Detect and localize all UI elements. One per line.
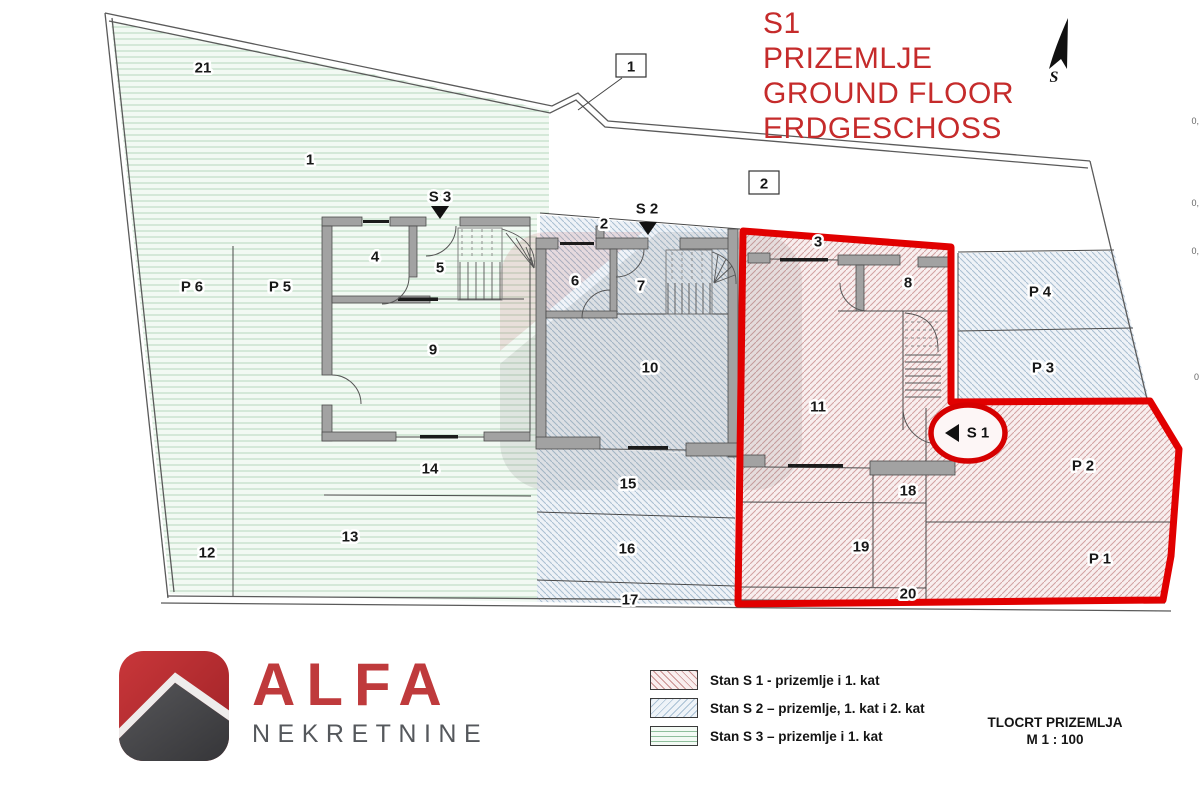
legend-swatch-s2 — [650, 698, 698, 718]
north-arrow-icon — [1049, 18, 1068, 86]
plan-label-3: 3 — [813, 233, 823, 251]
drawing-title — [763, 6, 1014, 146]
plan-label-5: 5 — [435, 259, 445, 277]
plan-label-10: 10 — [641, 359, 659, 377]
plan-label-p2: P 2 — [1071, 457, 1095, 475]
legend-label-s1: Stan S 1 - prizemlje i 1. kat — [710, 672, 880, 688]
title-line: PRIZEMLJE — [763, 42, 933, 75]
plan-label-14: 14 — [421, 460, 439, 478]
plan-label-9: 9 — [428, 341, 438, 359]
alfa-logo-text — [252, 650, 488, 749]
plan-label-18: 18 — [899, 482, 917, 500]
plan-label-p6: P 6 — [180, 278, 204, 296]
logo-name: ALFA — [252, 651, 453, 718]
plan-label-20: 20 — [899, 585, 917, 603]
title-line: S1 — [763, 7, 801, 40]
plan-label-16: 16 — [618, 540, 636, 558]
plan-label-17: 17 — [621, 591, 639, 609]
title-line: GROUND FLOOR — [763, 77, 1015, 110]
plan-label-12: 12 — [198, 544, 216, 562]
plan-label-13: 13 — [341, 528, 359, 546]
legend-item-s3 — [650, 725, 925, 747]
alfa-logo — [118, 650, 488, 762]
plan-label-s3: S 3 — [428, 188, 452, 206]
plan-label-s2: S 2 — [635, 200, 659, 218]
plan-label-p4: P 4 — [1028, 283, 1052, 301]
parcel-ref-label-2: 2 — [759, 175, 769, 193]
legend-label-s2: Stan S 2 – prizemlje, 1. kat i 2. kat — [710, 700, 925, 716]
plan-label-8: 8 — [903, 274, 913, 292]
legend-item-s2 — [650, 697, 925, 719]
edge-dimension-mark-2: 0, — [1191, 246, 1199, 256]
logo-subtitle: NEKRETNINE — [252, 720, 489, 748]
plan-label-15: 15 — [619, 475, 637, 493]
plan-label-6: 6 — [570, 272, 580, 290]
parcel-ref-label-1: 1 — [626, 58, 636, 76]
legend-item-s1 — [650, 669, 925, 691]
scale-block — [965, 714, 1145, 748]
entrance-label: S 1 — [966, 424, 990, 442]
alfa-logo-icon — [118, 650, 230, 762]
plan-label-p1: P 1 — [1088, 550, 1112, 568]
plan-label-21: 21 — [194, 59, 212, 77]
plan-label-19: 19 — [852, 538, 870, 556]
edge-dimension-mark-1: 0, — [1191, 198, 1199, 208]
plan-label-11: 11 — [810, 398, 826, 416]
plan-label-7: 7 — [636, 277, 646, 295]
edge-dimension-mark-3: 0 — [1193, 372, 1199, 382]
drawing-name: TLOCRT PRIZEMLJA — [987, 715, 1123, 730]
plan-label-1: 1 — [305, 151, 315, 169]
plan-label-2: 2 — [599, 215, 609, 233]
parcel-ref-leader — [578, 78, 622, 110]
entrance-marker-s1 — [931, 405, 1005, 461]
plan-label-p5: P 5 — [268, 278, 292, 296]
legend-label-s3: Stan S 3 – prizemlje i 1. kat — [710, 728, 883, 744]
plan-label-4: 4 — [370, 248, 380, 266]
plan-label-p3: P 3 — [1031, 359, 1055, 377]
edge-dimension-mark-0: 0, — [1191, 116, 1199, 126]
legend-swatch-s1 — [650, 670, 698, 690]
legend — [650, 669, 925, 753]
north-label: S — [1049, 69, 1059, 86]
legend-swatch-s3 — [650, 726, 698, 746]
drawing-scale: M 1 : 100 — [1026, 732, 1084, 747]
title-line: ERDGESCHOSS — [763, 112, 1002, 145]
